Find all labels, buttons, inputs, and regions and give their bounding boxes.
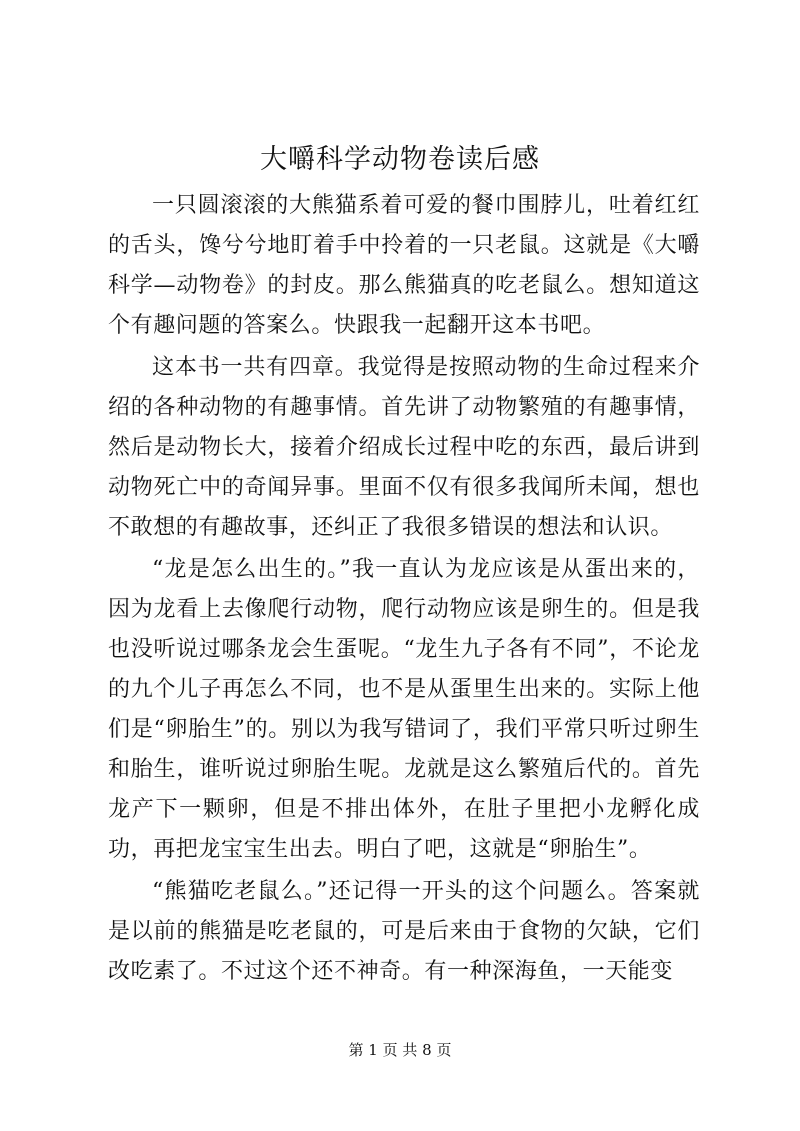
paragraph: 一只圆滚滚的大熊猫系着可爱的餐巾围脖儿，吐着红红的舌头，馋兮兮地盯着手中拎着的一只老鼠。这就是《大嚼科学—动物卷》的封皮。那么熊猫真的吃老鼠么。想知道这个有趣问题的答案么。快跟我一起翻开这本书吧。 xyxy=(108,193,700,338)
paragraph: “龙是怎么出生的。”我一直认为龙应该是从蛋出来的，因为龙看上去像爬行动物，爬行动物应该是卵生的。但是我也没听说过哪条龙会生蛋呢。“龙生九子各有不同”，不论龙的九个儿子再怎么不同，也不是从蛋里生出来的。实际上他们是“卵胎生”的。别以为我写错词了，我们平常只听过卵生和胎生，谁听说过卵胎生呢。龙就是这么繁殖后代的。首先龙产下一颗卵，但是不排出体外，在肚子里把小龙孵化成功，再把龙宝宝生出去。明白了吧，这就是“卵胎生”。 xyxy=(108,557,700,862)
paragraph: 这本书一共有四章。我觉得是按照动物的生命过程来介绍的各种动物的有趣事情。首先讲了动物繁殖的有趣事情，然后是动物长大，接着介绍成长过程中吃的东西，最后讲到动物死亡中的奇闻异事。里面不仅有很多我闻所未闻，想也不敢想的有趣故事，还纠正了我很多错误的想法和认识。 xyxy=(108,355,700,540)
document-body xyxy=(108,186,700,992)
document-title: 大嚼科学动物卷读后感 xyxy=(260,144,540,175)
page-footer: 第 1 页 共 8 页 xyxy=(348,1041,452,1059)
paragraph: “熊猫吃老鼠么。”还记得一开头的这个问题么。答案就是以前的熊猫是吃老鼠的，可是后来由于食物的欠缺，它们改吃素了。不过这个还不神奇。有一种深海鱼，一天能变 xyxy=(108,879,700,984)
